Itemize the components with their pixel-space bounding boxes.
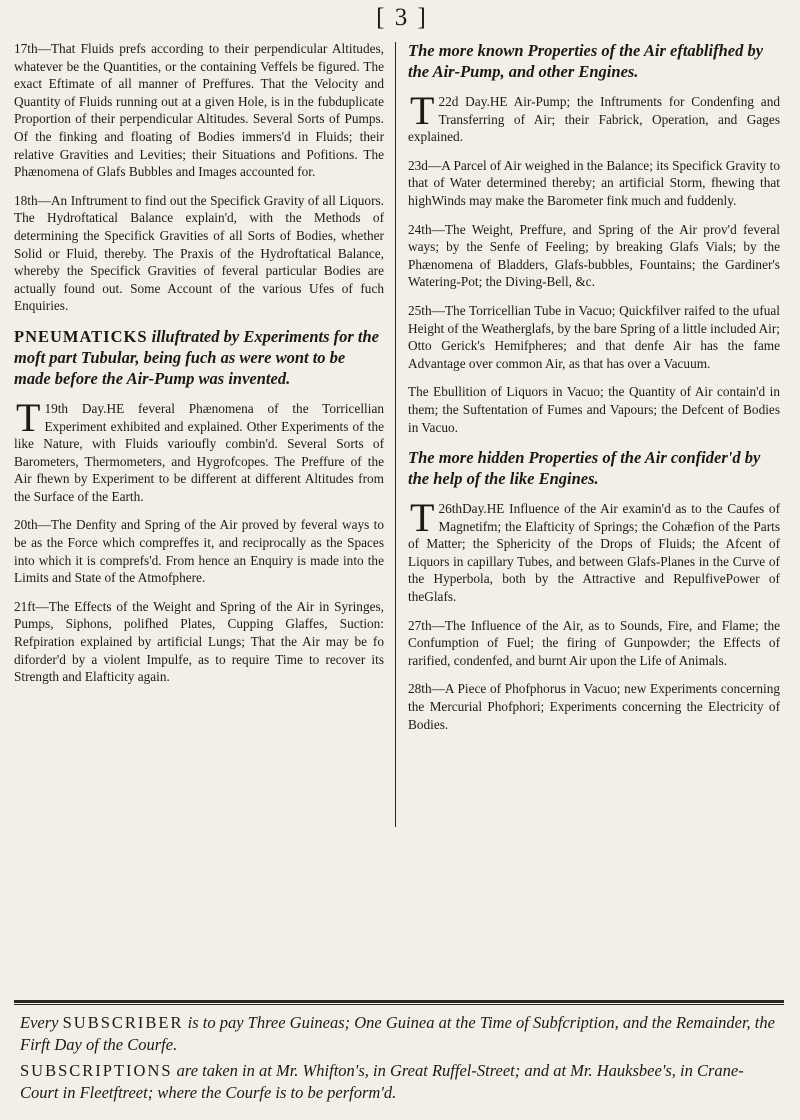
terms-text: is to pay Three Guineas; One Guinea at the Time of Subfcription, and the Remainder, the Firft Day of the Courfe. bbox=[20, 1013, 775, 1054]
subscription-terms bbox=[20, 1012, 780, 1056]
lecture-entry-20: 20th—The Denfity and Spring of the Air proved by feveral ways to be as the Force which compreffes it, and reciprocally as the Spaces into which it is comprefs'd. From hence an Enquiry is made into the Limits and State of the Atmofphere. bbox=[14, 517, 384, 586]
drop-cap: T bbox=[410, 495, 435, 541]
entry-day-label: 26thDay. bbox=[438, 501, 487, 517]
lecture-entry-27: 27th—The Influence of the Air, as to Sounds, Fire, and Flame; the Confumption of Fuel; the firing of Gunpowder; the Effects of rarified, condenfed, and burnt Air upon the Life of Animals. bbox=[408, 617, 780, 668]
lecture-entry-21: 21ft—The Effects of the Weight and Spring of the Air in Syringes, Pumps, Siphons, polifhed Plates, Cupping Glaffes, Suction: Refpiration explained by artificial Lungs; That the Air may be fo diforder'd by a violent Impulfe, as to require Time to recover its Strength and Elafticity again. bbox=[14, 598, 384, 685]
footer-rule bbox=[14, 1000, 784, 1003]
lecture-entry-26 bbox=[408, 495, 780, 606]
locations-text: are taken in at Mr. Whifton's, in Great Ruffel-Street; and at Mr. Hauksbee's, in Crane-Court in Fleetftreet; where the Courfe is to be perform'd. bbox=[20, 1061, 744, 1102]
entry-text: HE Air-Pump; the Inftruments for Condenfing and Transferring of Air; their Fabrick, Operation, and Gages explained. bbox=[408, 94, 780, 145]
left-column bbox=[14, 40, 384, 697]
column-divider bbox=[395, 42, 396, 827]
lecture-entry-24: 24th—The Weight, Preffure, and Spring of the Air prov'd feveral ways; by the Senfe of Feeling; by breaking Glafs Vials; by the Phænomena of Bladders, Glafs-bubbles, Fountains; the Gardiner's Watering-Pot; the Diving-Bell, &c. bbox=[408, 221, 780, 290]
lecture-entry-19 bbox=[14, 394, 384, 506]
lecture-entry-25: 25th—The Torricellian Tube in Vacuo; Quickfilver raifed to the ufual Height of the Weatherglafs, by the bare Spring of a little included Air; Otto Gerick's Hemifpheres; and that denfe Air has the fame Advantage over common Air, as that has over a Vacuum. bbox=[408, 302, 780, 371]
terms-lead: Every bbox=[20, 1013, 63, 1032]
lecture-entry-18: 18th—An Inftrument to find out the Specifick Gravity of all Liquors. The Hydroftatical Balance explain'd, with the Methods of determining the Specifick Gravities of all Sorts of Bodies, whether Solid or Fluid, thereby. The Praxis of the Hydroftatical Balance, whereby the Specifick Gravities of feveral particular Bodies are actually found out. Some Account of the various Ufes of fuch Enquiries. bbox=[14, 192, 384, 314]
entry-text: HE feveral Phænomena of the Torricellian Experiment exhibited and explained. Other Experiments of the like Nature, with Fluids varioufly combin'd. Several Sorts of Barometers, Thermometers, and Hygrofcopes. The Preffure of the Air fhewn by Experiment to be different at different Altitudes from the Surface of the Earth. bbox=[14, 400, 384, 504]
section-heading-rest: illuftrated by Experiments for the moft part Tubular, being fuch as were wont to be made before the Air-Pump was invented. bbox=[14, 326, 380, 388]
section-heading-known-properties: The more known Properties of the Air eftablifhed by the Air-Pump, and other Engines. bbox=[408, 41, 764, 81]
subscription-locations bbox=[20, 1060, 780, 1104]
entry-day-label: 19th Day. bbox=[44, 400, 107, 416]
lecture-entry-28: 28th—A Piece of Phofphorus in Vacuo; new Experiments concerning the Mercurial Phofphori; Experiments concerning the Electricity of Bodies. bbox=[408, 681, 780, 732]
section-heading-hidden-properties: The more hidden Properties of the Air confider'd by the help of the like Engines. bbox=[408, 448, 761, 489]
entry-text: HE Influence of the Air examin'd as to the Caufes of Magnetifm; the Elafticity of Springs; the Cohæfion of the Parts of Matter; the Sphericity of the Drops of Fluids; the Afcent of Liquors in capillary Tubes, and between Glafs-Planes in the Curve of the Hyperbola, both by the Attractive and RepulfivePower of theGlafs. bbox=[408, 501, 780, 605]
section-heading-pneumaticks bbox=[14, 326, 384, 389]
drop-cap: T bbox=[410, 88, 435, 133]
lecture-entry-22 bbox=[408, 88, 780, 146]
right-column bbox=[408, 40, 780, 744]
footer-rule-thin bbox=[14, 1004, 784, 1005]
terms-subscriber: SUBSCRIBER bbox=[62, 1013, 184, 1032]
section-heading-caps: PNEUMATICKS bbox=[14, 326, 148, 346]
lecture-entry-25-continued: The Ebullition of Liquors in Vacuo; the Quantity of Air contain'd in them; the Suftentation of Fumes and Vapours; the Defcent of Bodies in Vacuo. bbox=[408, 384, 780, 435]
page-number: [ 3 ] bbox=[376, 4, 428, 31]
lecture-entry-17: 17th—That Fluids prefs according to their perpendicular Altitudes, whatever be the Quantities, or the containing Veffels be figured. The exact Eftimate of all manner of Preffures. That the Velocity and Quantity of Fluids running out at a given Hole, is in the fubduplicate Proportion of their perpendicular Altitudes. Several Sorts of Pumps. Of the finking and floating of Bodies immers'd in Fluids; their relative Gravities and Levities; their Situations and Pofitions. The Phænomena of Glafs Bubbles and Images accounted for. bbox=[14, 41, 384, 180]
locations-heading: SUBSCRIPTIONS bbox=[20, 1061, 173, 1080]
lecture-entry-23: 23d—A Parcel of Air weighed in the Balance; its Specifick Gravity to that of Water determined thereby; an artificial Storm, fhewing that highWinds may make the Barometer fink much and fuddenly. bbox=[408, 157, 780, 208]
drop-cap: T bbox=[16, 394, 41, 440]
entry-day-label: 22d Day. bbox=[438, 94, 490, 109]
